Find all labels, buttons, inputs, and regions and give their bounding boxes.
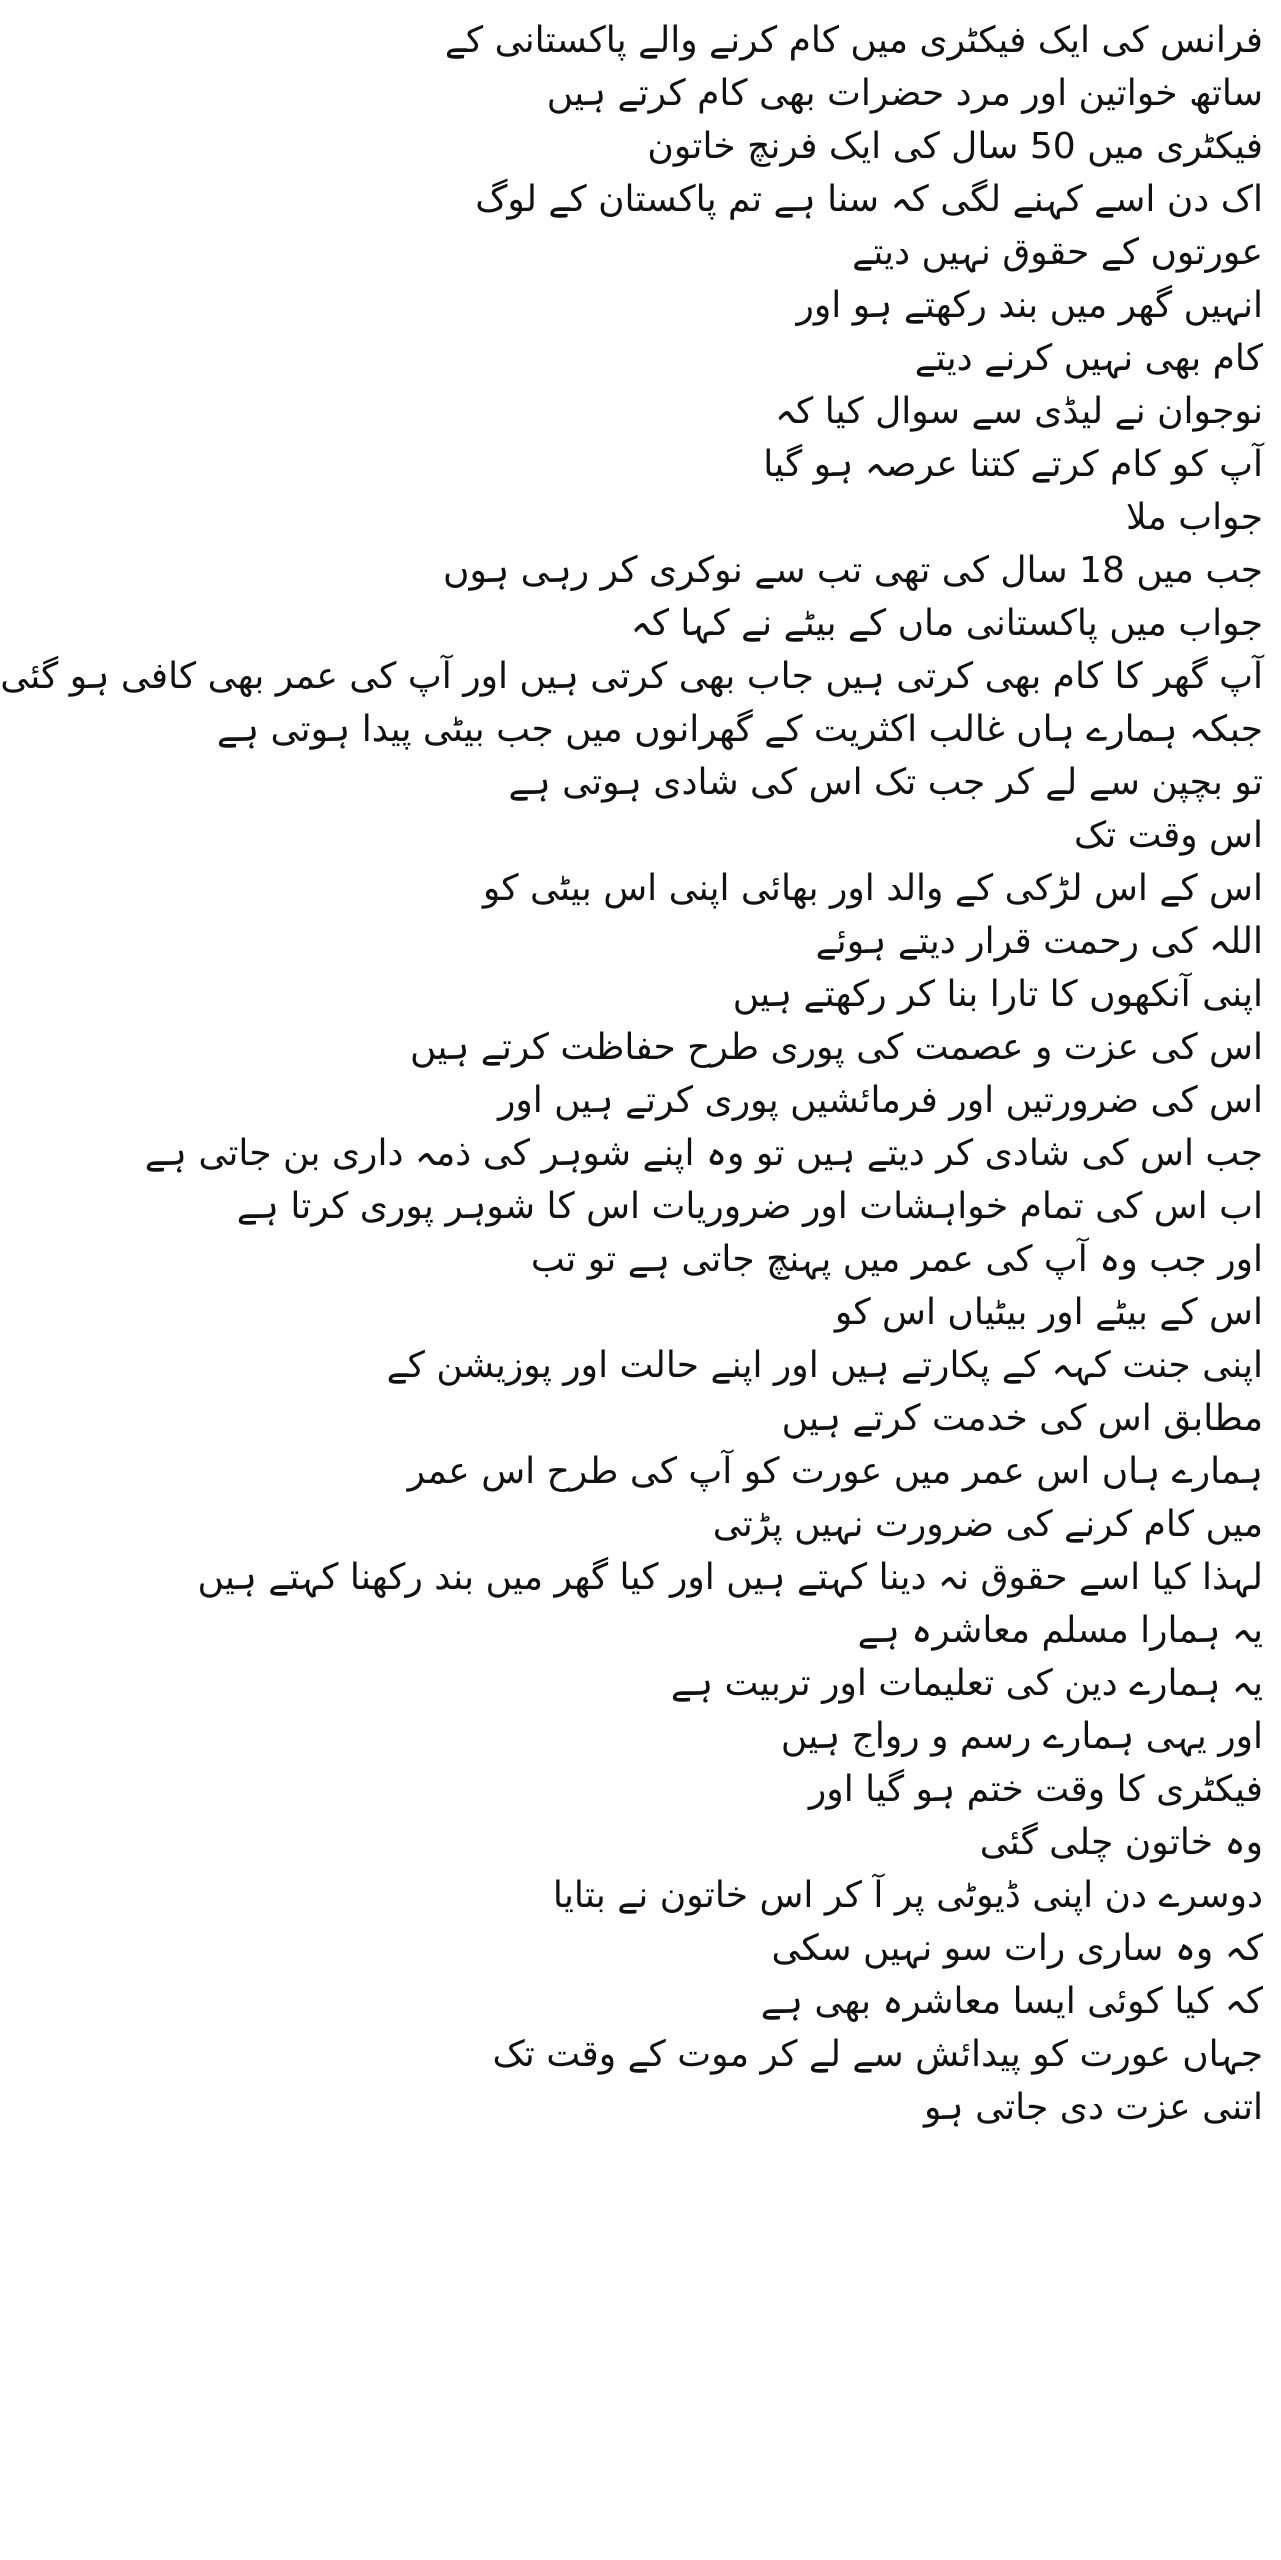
text-line: اس کی عزت و عصمت کی پوری طرح حفاظت کرتے ہیں <box>410 1027 1263 1068</box>
text-line: ہمارے ہاں اس عمر میں عورت کو آپ کی طرح اس عمر میں کام کرنے کی ضرورت نہیں پڑتی <box>407 1451 1263 1545</box>
text-line: اک دن اسے کہنے لگی کہ سنا ہے تم پاکستان کے لوگ عورتوں کے حقوق نہیں دیتے <box>475 179 1263 273</box>
text-line: آپ کو کام کرتے کتنا عرصہ ہو گیا <box>763 444 1263 485</box>
text-line: کہ کیا کوئی ایسا معاشرہ بھی ہے <box>760 1981 1263 2022</box>
text-line: اپنی آنکھوں کا تارا بنا کر رکھتے ہیں <box>732 974 1263 1015</box>
text-line: اس وقت تک <box>1073 815 1263 856</box>
text-line: اور یہی ہمارے رسم و رواج ہیں <box>780 1716 1263 1757</box>
text-line: اس کی ضرورتیں اور فرمائشیں پوری کرتے ہیں اور <box>497 1080 1263 1121</box>
text-line: لہذا کیا اسے حقوق نہ دینا کہتے ہیں اور کیا گھر میں بند رکھنا کہتے ہیں <box>197 1557 1263 1598</box>
text-line: اس کے بیٹے اور بیٹیاں اس کو <box>834 1292 1263 1333</box>
text-line: اور جب وہ آپ کی عمر میں پہنچ جاتی ہے تو تب <box>530 1239 1263 1280</box>
text-line: کہ وہ ساری رات سو نہیں سکی <box>771 1928 1263 1969</box>
text-line: اتنی عزت دی جاتی ہو <box>923 2087 1263 2128</box>
text-line: فیکٹری میں 50 سال کی ایک فرنچ خاتون <box>647 126 1263 167</box>
text-line: وہ خاتون چلی گئی <box>979 1822 1263 1863</box>
text-line: جواب میں پاکستانی ماں کے بیٹے نے کہا کہ <box>630 603 1263 644</box>
text-line: آپ گھر کا کام بھی کرتی ہیں جاب بھی کرتی ہیں اور آپ کی عمر بھی کافی ہو گئی <box>0 656 1263 697</box>
text-line: انہیں گھر میں بند رکھتے ہو اور <box>796 285 1263 326</box>
text-line: فیکٹری کا وقت ختم ہو گیا اور <box>808 1769 1263 1810</box>
text-line: نوجوان نے لیڈی سے سوال کیا کہ <box>775 391 1263 432</box>
text-line: اپنی جنت کہہ کے پکارتے ہیں اور اپنے حالت اور پوزیشن کے مطابق اس کی خدمت کرتے ہیں <box>386 1345 1263 1439</box>
text-line: یہ ہمارے دین کی تعلیمات اور تربیت ہے <box>670 1663 1263 1704</box>
text-line: جب اس کی شادی کر دیتے ہیں تو وہ اپنے شوہر کی ذمہ داری بن جاتی ہے <box>144 1133 1263 1174</box>
text-line: فرانس کی ایک فیکٹری میں کام کرنے والے پاکستانی کے ساتھ خواتین اور مرد حضرات بھی کام کرتے ہیں <box>444 20 1263 114</box>
urdu-text-document <box>0 14 1263 2546</box>
text-line: تو بچپن سے لے کر جب تک اس کی شادی ہوتی ہے <box>508 762 1263 803</box>
text-line: جبکہ ہمارے ہاں غالب اکثریت کے گھرانوں میں جب بیٹی پیدا ہوتی ہے <box>216 709 1263 750</box>
text-line: دوسرے دن اپنی ڈیوٹی پر آ کر اس خاتون نے بتایا <box>552 1875 1263 1916</box>
text-line: کام بھی نہیں کرنے دیتے <box>914 338 1263 379</box>
text-line: جواب ملا <box>1126 497 1263 538</box>
text-line: جہاں عورت کو پیدائش سے لے کر موت کے وقت تک <box>492 2034 1263 2075</box>
text-line: یہ ہمارا مسلم معاشرہ ہے <box>857 1610 1263 1651</box>
text-line: اب اس کی تمام خواہشات اور ضروریات اس کا شوہر پوری کرتا ہے <box>236 1186 1263 1227</box>
text-line: اس کے اس لڑکی کے والد اور بھائی اپنی اس بیٹی کو <box>482 868 1263 909</box>
text-line: جب میں 18 سال کی تھی تب سے نوکری کر رہی ہوں <box>443 550 1263 591</box>
text-line: اللہ کی رحمت قرار دیتے ہوئے <box>815 921 1263 962</box>
